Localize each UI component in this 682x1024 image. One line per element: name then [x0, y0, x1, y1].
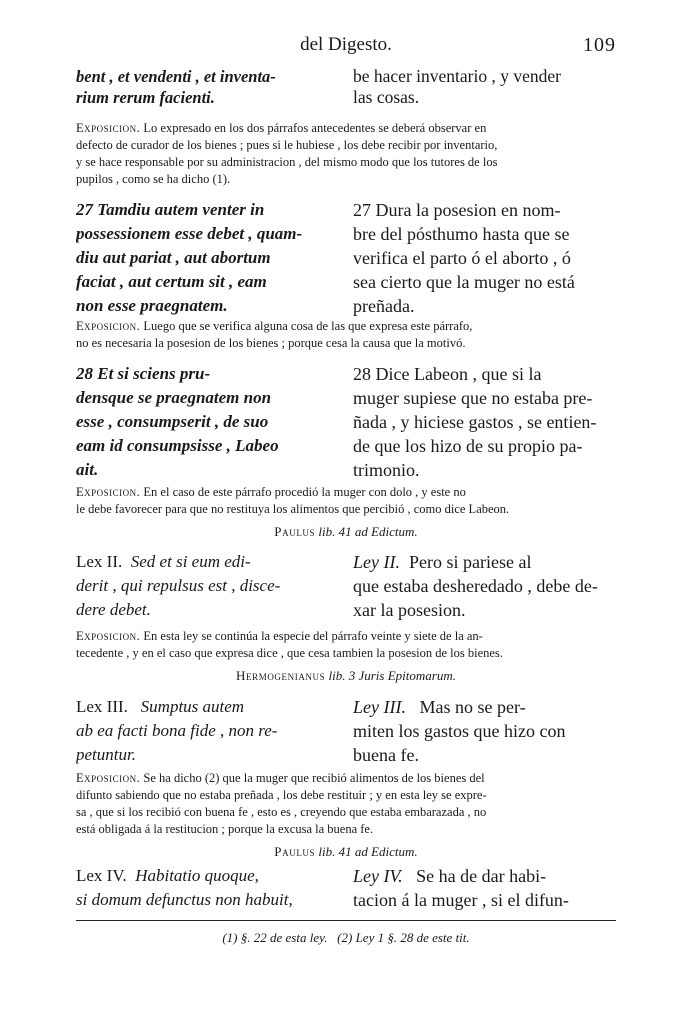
- spanish-column: [353, 198, 616, 318]
- latin-line: Sumptus autem: [140, 697, 245, 716]
- latin-line: non esse praegnatem.: [76, 296, 228, 315]
- footnote-1: (1) §. 22 de esta ley.: [222, 930, 328, 945]
- latin-line: 27 Tamdiu autem venter in: [76, 200, 265, 219]
- exposition-line: sa , que si los recibió con buena fe , esto es , creyendo que estaba embarazada , no: [76, 805, 487, 819]
- exposition-line: Luego que se verifica alguna cosa de las que expresa este párrafo,: [143, 319, 473, 333]
- spanish-line: be hacer inventario , y vender: [353, 66, 561, 86]
- latin-line: possessionem esse debet , quam-: [76, 224, 303, 243]
- exposition-line: difunto sabiendo que no estaba preñada , los debe restituir ; y en esta ley se expre-: [76, 788, 487, 802]
- latin-line: rium rerum facienti.: [76, 88, 215, 107]
- spanish-line: ñada , y hiciese gastos , se entien-: [353, 412, 597, 432]
- page-number: 109: [583, 34, 616, 56]
- latin-line: densque se praegnatem non: [76, 388, 272, 407]
- spanish-column: [353, 695, 616, 767]
- parallel-text-block: [76, 550, 616, 622]
- spanish-line: las cosas.: [353, 87, 420, 107]
- exposition-line: no es necesaria la posesion de los bienes ; porque cesa la causa que la motivó.: [76, 336, 466, 350]
- latin-column: [76, 66, 340, 108]
- exposition-line: defecto de curador de los bienes ; pues si le hubiese , los debe recibir por inventario,: [76, 138, 498, 152]
- source-ref: lib. 41 ad Edictum.: [318, 524, 418, 539]
- exposition-label: Exposicion.: [76, 771, 141, 785]
- exposition-line: Lo expresado en los dos párrafos antecedentes se deberá observar en: [143, 121, 487, 135]
- lex-number: Lex II.: [76, 552, 123, 571]
- latin-line: si domum defunctus non habuit,: [76, 890, 293, 909]
- spanish-line: tacion á la muger , si el difun-: [353, 890, 569, 910]
- exposition: [76, 484, 616, 518]
- latin-line: eam id consumpsisse , Labeo: [76, 436, 279, 455]
- source-author: Paulus: [274, 844, 316, 859]
- source-ref: lib. 41 ad Edictum.: [318, 844, 418, 859]
- spanish-line: verifica el parto ó el aborto , ó: [353, 248, 571, 268]
- source-citation: [76, 667, 616, 685]
- spanish-line: trimonio.: [353, 460, 420, 480]
- latin-column: [76, 864, 340, 912]
- latin-line: esse , consumpserit , de suo: [76, 412, 269, 431]
- exposition-line: tecedente , y en el caso que expresa dice , que cesa tambien la posesion de los bienes.: [76, 646, 503, 660]
- parallel-text-block: [76, 864, 616, 914]
- exposition: [76, 628, 616, 662]
- spanish-line: bre del pósthumo hasta que se: [353, 224, 570, 244]
- source-citation: [76, 843, 616, 861]
- latin-line: faciat , aut certum sit , eam: [76, 272, 267, 291]
- spanish-line: Se ha de dar habi-: [416, 866, 547, 886]
- exposition-line: está obligada á la restitucion ; porque la excusa la buena fe.: [76, 822, 374, 836]
- exposition: [76, 120, 616, 188]
- latin-column: [76, 198, 340, 318]
- spanish-line: Mas no se per-: [419, 697, 526, 717]
- latin-line: diu aut pariat , aut abortum: [76, 248, 271, 267]
- exposition-line: Se ha dicho (2) que la muger que recibió alimentos de los bienes del: [143, 771, 485, 785]
- spanish-line: muger supiese que no estaba pre-: [353, 388, 593, 408]
- spanish-line: xar la posesion.: [353, 600, 466, 620]
- exposition: [76, 770, 616, 838]
- spanish-line: miten los gastos que hizo con: [353, 721, 566, 741]
- ley-number: Ley II.: [353, 552, 400, 572]
- exposition-label: Exposicion.: [76, 319, 141, 333]
- latin-column: [76, 362, 340, 482]
- running-title: del Digesto.: [300, 34, 392, 55]
- source-author: Hermogenianus: [236, 668, 326, 683]
- spanish-line: sea cierto que la muger no está: [353, 272, 575, 292]
- exposition-label: Exposicion.: [76, 629, 141, 643]
- spanish-column: [353, 362, 616, 482]
- latin-line: petuntur.: [76, 745, 136, 764]
- ley-number: Ley IV.: [353, 866, 403, 886]
- spanish-line: buena fe.: [353, 745, 419, 765]
- spanish-line: 27 Dura la posesion en nom-: [353, 200, 561, 220]
- latin-line: 28 Et si sciens pru-: [76, 364, 211, 383]
- parallel-text-block: [76, 198, 616, 318]
- spanish-line: de que los hizo de su propio pa-: [353, 436, 583, 456]
- spanish-line: que estaba desheredado , debe de-: [353, 576, 598, 596]
- lex-number: Lex III.: [76, 697, 128, 716]
- latin-line: dere debet.: [76, 600, 151, 619]
- exposition-line: y se hace responsable por su administracion , del mismo modo que los tutores de los: [76, 155, 498, 169]
- footnotes: [76, 929, 616, 947]
- parallel-text-block: [76, 362, 616, 482]
- source-ref: lib. 3 Juris Epitomarum.: [328, 668, 456, 683]
- spanish-column: [353, 66, 616, 108]
- parallel-text-block: [76, 66, 616, 110]
- latin-column: [76, 695, 340, 767]
- exposition-line: pupilos , como se ha dicho (1).: [76, 172, 231, 186]
- latin-column: [76, 550, 340, 622]
- spanish-line: Pero si pariese al: [408, 552, 532, 572]
- spanish-column: [353, 864, 616, 912]
- source-author: Paulus: [274, 524, 316, 539]
- latin-line: bent , et vendenti , et inventa-: [76, 67, 276, 86]
- footnote-2: (2) Ley 1 §. 28 de este tit.: [337, 930, 470, 945]
- latin-line: derit , qui repulsus est , disce-: [76, 576, 281, 595]
- spanish-column: [353, 550, 616, 622]
- latin-line: Habitatio quoque,: [135, 866, 259, 885]
- latin-line: ait.: [76, 460, 99, 479]
- exposition-line: le debe favorecer para que no restituya los alimentos que percibió , como dice Labeon.: [76, 502, 510, 516]
- running-head: [76, 34, 616, 58]
- spanish-line: 28 Dice Labeon , que si la: [353, 364, 542, 384]
- exposition: [76, 318, 616, 352]
- exposition-line: En esta ley se continúa la especie del párrafo veinte y siete de la an-: [143, 629, 483, 643]
- lex-number: Lex IV.: [76, 866, 127, 885]
- latin-line: ab ea facti bona fide , non re-: [76, 721, 278, 740]
- exposition-label: Exposicion.: [76, 121, 141, 135]
- ley-number: Ley III.: [353, 697, 406, 717]
- exposition-label: Exposicion.: [76, 485, 141, 499]
- exposition-line: En el caso de este párrafo procedió la muger con dolo , y este no: [143, 485, 466, 499]
- spanish-line: preñada.: [353, 296, 415, 316]
- source-citation: [76, 523, 616, 541]
- footnote-rule: [76, 920, 616, 921]
- parallel-text-block: [76, 695, 616, 767]
- latin-line: Sed et si eum edi-: [130, 552, 251, 571]
